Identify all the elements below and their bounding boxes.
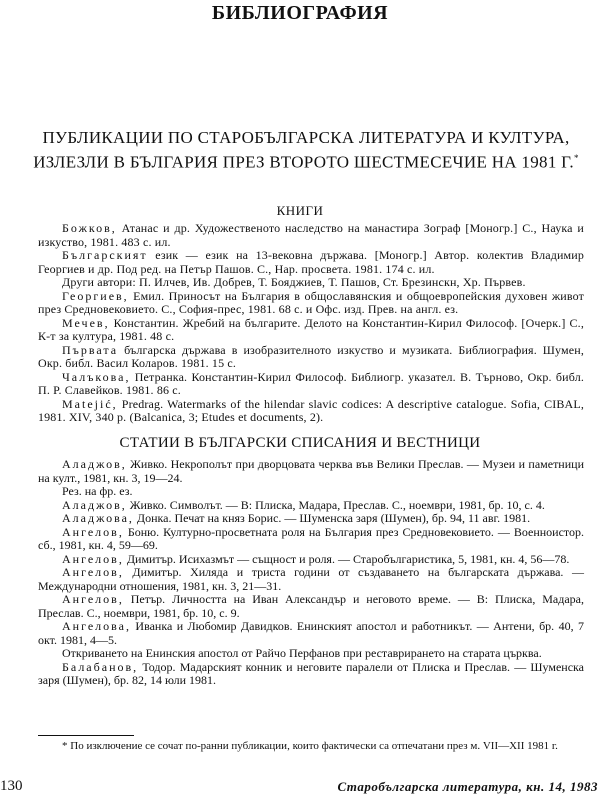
bibliography-entry — [38, 398, 584, 425]
books-heading: КНИГИ — [276, 203, 324, 218]
entry-lead: Българският — [62, 248, 148, 262]
entry-text: Донка. Печат на княз Борис. — Шуменска заря (Шумен), бр. 94, 11 авг. 1981. — [133, 511, 531, 525]
running-head: БИБЛИОГРАФИЯ — [211, 2, 389, 24]
entry-lead: Ангелов, — [62, 524, 124, 539]
bibliography-entry — [38, 290, 584, 317]
bibliography-entry — [38, 593, 584, 620]
entry-text: Атанас и др. Художественото наследство на манастира Зограф [Моногр.] С., Наука и изкуство, 1981. 483 с. ил. — [38, 221, 584, 249]
article-title — [28, 128, 584, 173]
title-line-1: ПУБЛИКАЦИИ ПО СТАРОБЪЛГАРСКА ЛИТЕРАТУРА И КУЛТУРА, — [42, 128, 570, 147]
entry-lead: Първата — [62, 342, 119, 357]
entry-text: Петранка. Константин-Кирил Философ. Библиогр. указател. В. Търново, Окр. библ. П. Р. Славейков. 1981. 86 с. — [38, 369, 584, 397]
articles-heading: СТАТИИ В БЪЛГАРСКИ СПИСАНИЯ И ВЕСТНИЦИ — [119, 435, 481, 451]
entry-text: Живко. Символът. — В: Плиска, Мадара, Преслав. С., ноември, 1981, бр. 10, с. 4. — [126, 497, 545, 512]
entry-text: Живко. Некрополът при дворцовата черква във Велики Преслав. — Музеи и паметници на култ., 1981, кн. 3, 19—24. — [38, 457, 584, 485]
entry-text: Други автори: П. Илчев, Ив. Добрев, Т. Бояджиев, Т. Пашов, Ст. Брезинскн, Хр. Първев. — [62, 275, 526, 289]
entry-lead: Ангелова, — [62, 619, 131, 633]
articles-list — [38, 458, 584, 688]
bibliography-entry — [38, 249, 584, 276]
footnote-marker: * — [573, 153, 579, 163]
bibliography-entry — [38, 661, 584, 688]
entry-text: Петър. Личността на Иван Александър и неговото време. — В: Плиска, Мадара, Преслав. С., ноември, 1981, бр. 10, с. 9. — [38, 592, 584, 620]
books-list — [38, 222, 584, 425]
title-line-2: ИЗЛЕЗЛИ В БЪЛГАРИЯ ПРЕЗ ВТОРОТО ШЕСТМЕСЕЧИЕ НА 1981 Г. — [33, 152, 574, 172]
entry-text: Константин. Жребий на българите. Делото на Константин-Кирил Философ. [Очерк.] С., К-т за култура, 1981. 48 с. — [38, 315, 584, 343]
entry-lead: Matejić, — [62, 396, 118, 411]
bibliography-entry — [38, 620, 584, 647]
bibliography-entry — [38, 553, 584, 567]
entry-text: Боню. Културно-просветната роля на България през Средновековието. — Военноистор. сб., 1981, кн. 4, 59—69. — [38, 524, 584, 552]
bibliography-entry — [38, 276, 584, 290]
bibliography-entry — [38, 485, 584, 499]
entry-lead: Ангелов, — [62, 565, 124, 579]
entry-text: Тодор. Мадарският конник и неговите паралели от Плиска и Преслав. — Шуменска заря (Шумен), бр. 82, 14 юли 1981. — [38, 659, 584, 687]
journal-footer: Старобългарска литература, кн. 14, 1983 — [337, 779, 598, 794]
page-number: 130 — [0, 778, 23, 794]
title-line-2-wrap — [28, 148, 584, 173]
bibliography-entry — [38, 512, 584, 526]
entry-text: Димитър. Хиляда и триста години от създаването на българската държава. — Международни отношения, 1981, кн. 3, 21—31. — [38, 565, 584, 593]
entry-text: Predrag. Watermarks of the hilendar slavic codices: A descriptive catalogue. Sofia, CIBAL, 1981. XIV, 340 p. (Balcanica, 3; Etudes et documents, 2). — [38, 396, 584, 424]
bibliography-entry — [38, 344, 584, 371]
entry-lead: Георгиев, — [62, 288, 129, 303]
entry-text: Емил. Приносът на България в общославянския и общоевропейския духовен живот през Средновековието. С., София-прес, 1981. 68 с. и Офс. изд. Прев. на англ. ез. — [38, 288, 584, 316]
entry-lead: Аладжов, — [62, 497, 127, 512]
entry-text: Иванка и Любомир Давидков. Енинският апостол и работникът. — Антени, бр. 40, 7 окт. 1981, 4—5. — [38, 619, 584, 647]
entry-text: език — език на 13-вековна държава. [Моногр.] Автор. колектив Владимир Георгиев и др. Под ред. на Петър Пашов. С., Нар. просвета. 1981. 174 с. ил. — [38, 248, 584, 276]
bibliography-entry — [38, 526, 584, 553]
bibliography-entry — [38, 317, 584, 344]
bibliography-entry — [38, 566, 584, 593]
bibliography-entry — [38, 647, 584, 661]
entry-lead: Балабанов, — [62, 659, 139, 674]
entry-lead: Аладжова, — [62, 511, 134, 525]
entry-lead: Ангелов, — [62, 551, 124, 566]
entry-text: Рез. на фр. ез. — [62, 484, 133, 498]
entry-text: българска държава в изобразителното изкуство и музиката. Библиография. Шумен, Окр. библ. Васил Коларов. 1981. 15 с. — [38, 342, 584, 370]
entry-lead: Ангелов, — [62, 592, 124, 606]
footnote-rule — [38, 735, 134, 736]
bibliography-entry — [38, 499, 584, 513]
footnote: * По изключение се сочат по-ранни публикации, които фактически са отпечатани през м. VII—XII 1981 г. — [62, 740, 558, 752]
bibliography-entry — [38, 371, 584, 398]
entry-lead: Божков, — [62, 221, 117, 235]
bibliography-entry — [38, 458, 584, 485]
entry-text: Димитър. Исихазмът — същност и роля. — Старобългаристика, 5, 1981, кн. 4, 56—78. — [123, 551, 570, 566]
entry-lead: Мечев, — [62, 315, 110, 330]
entry-text: Откриването на Енинския апостол от Райчо Перфанов при реставрирането на старата църква. — [62, 646, 542, 660]
entry-lead: Чалъкова, — [62, 369, 131, 384]
bibliography-entry — [38, 222, 584, 249]
entry-lead: Аладжов, — [62, 457, 127, 471]
